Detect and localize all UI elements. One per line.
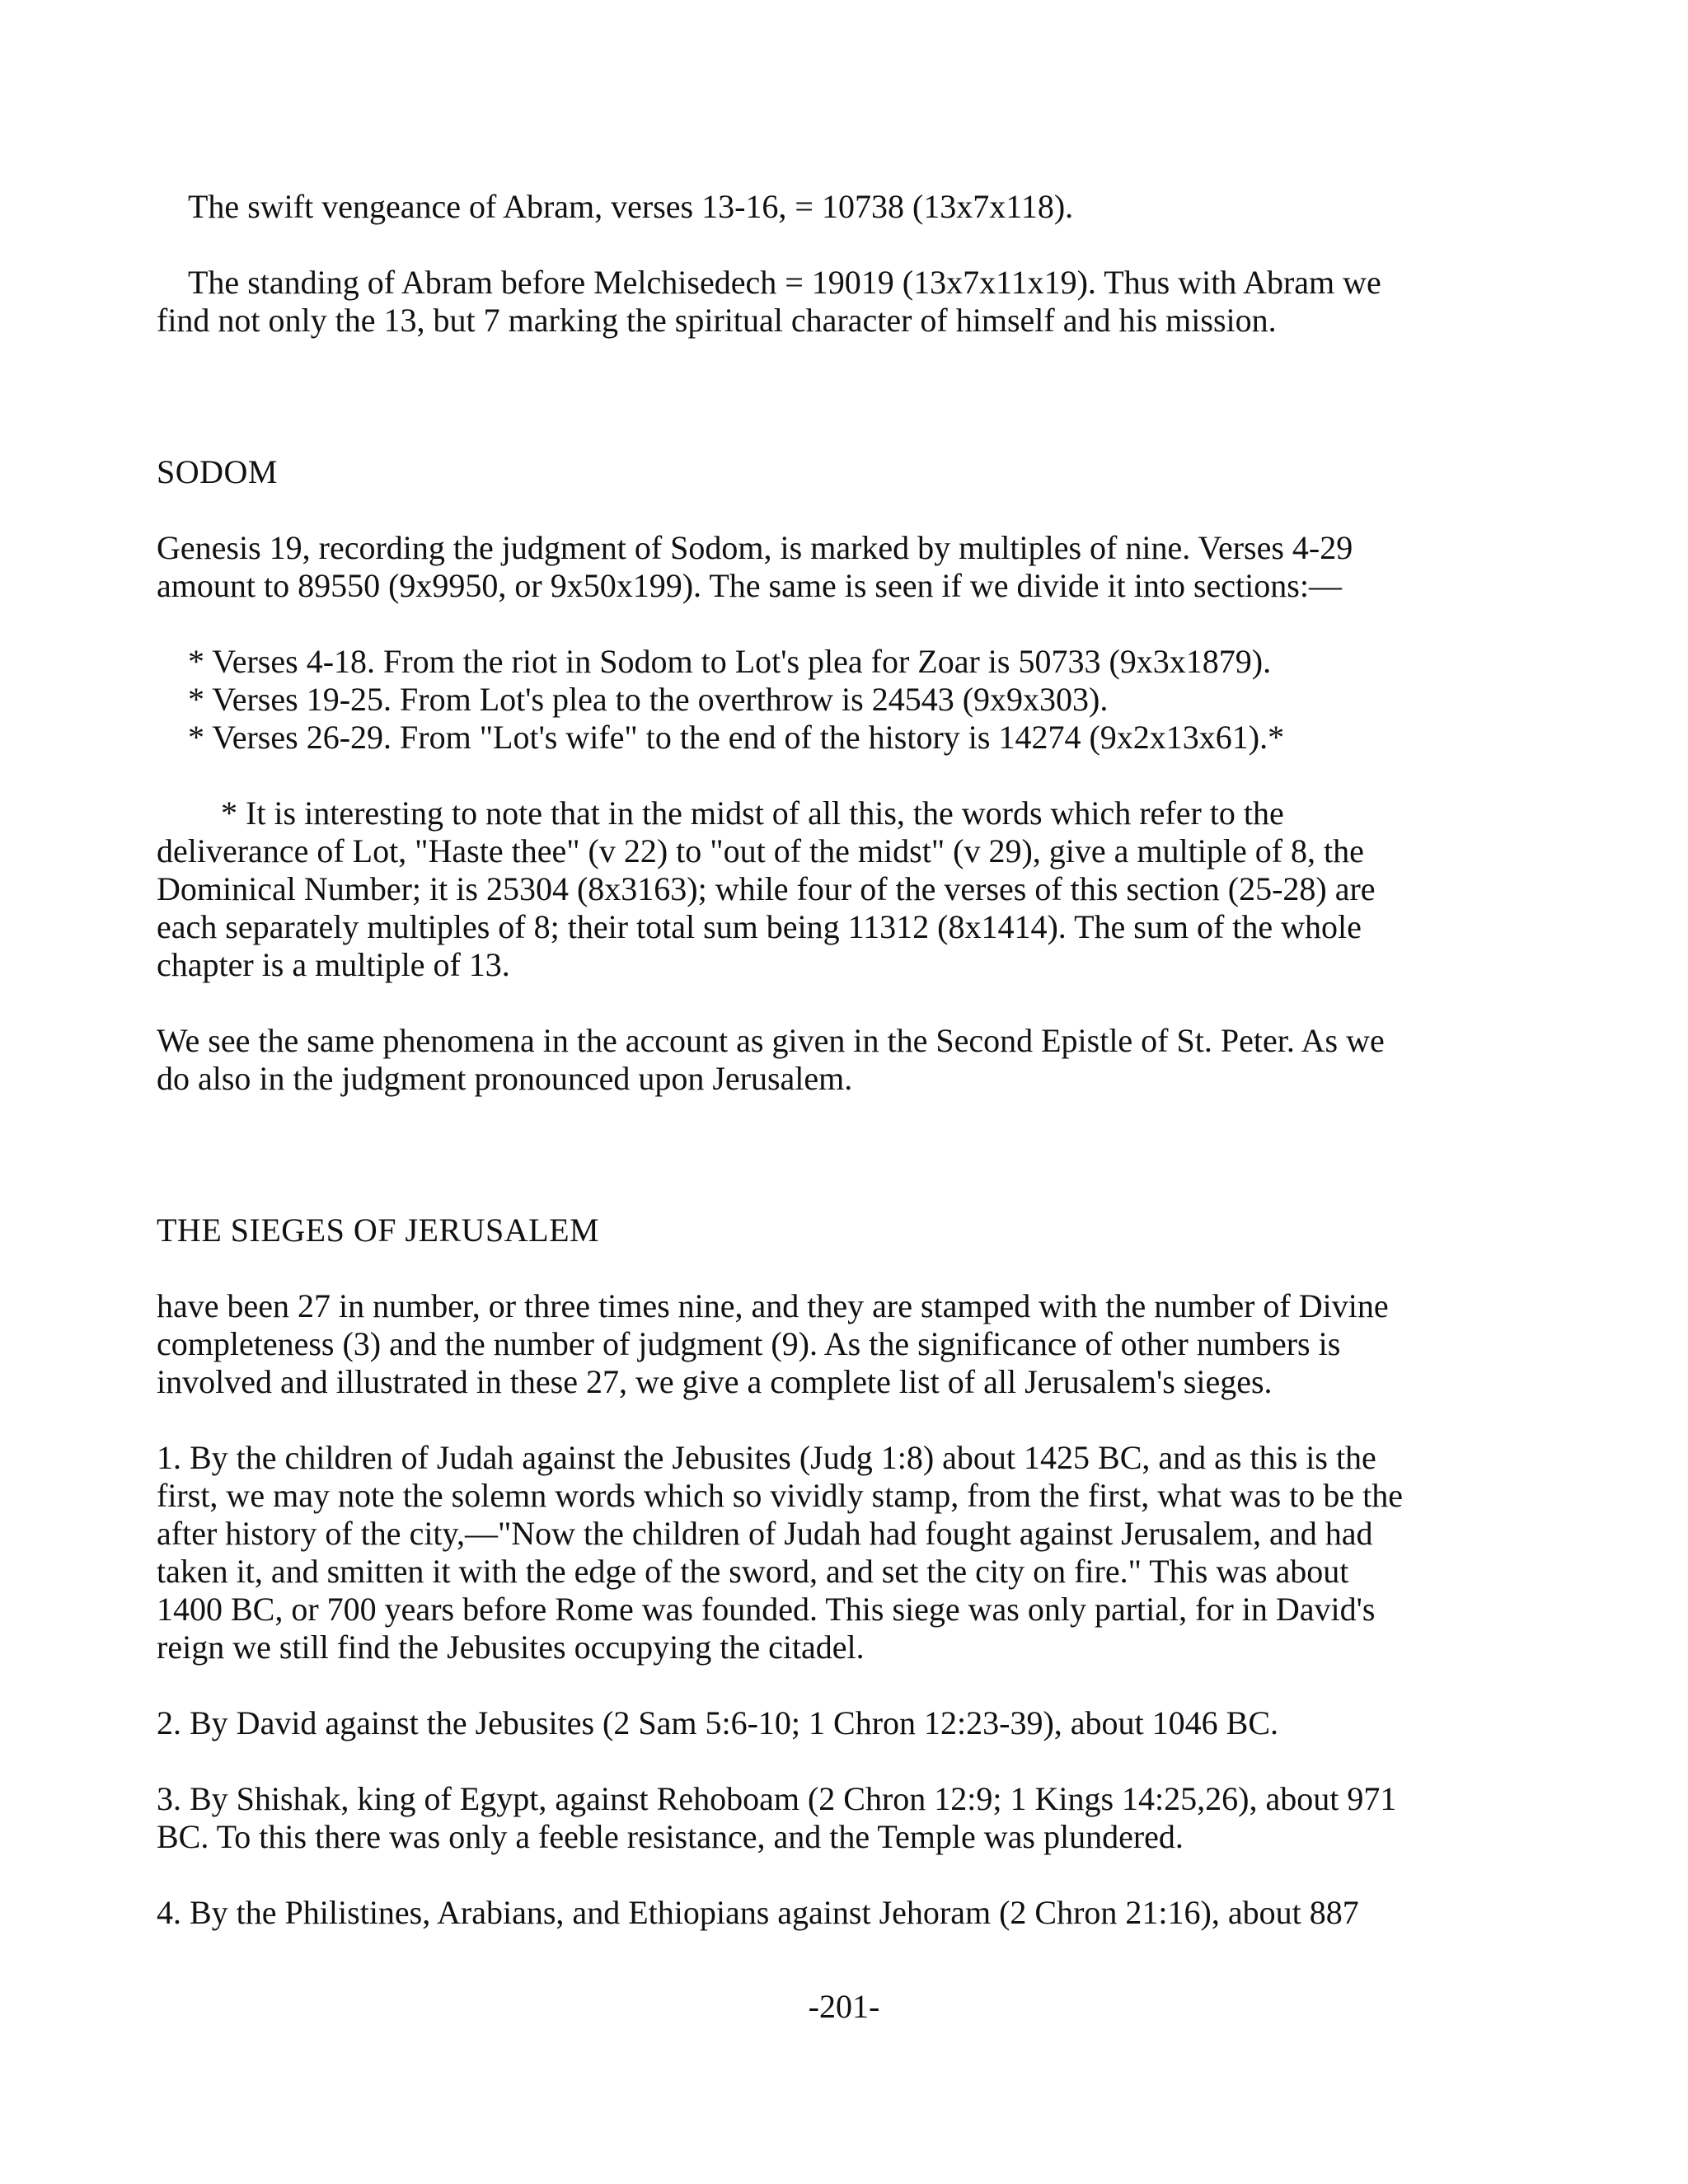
siege-item-1: [157, 1439, 1533, 1666]
paragraph-sodom-intro: [157, 529, 1533, 605]
text-line: each separately multiples of 8; their total sum being 11312 (8x1414). The sum of the whole: [157, 908, 1362, 945]
list-item: * Verses 4-18. From the riot in Sodom to Lot's plea for Zoar is 50733 (9x3x1879).: [188, 643, 1272, 680]
text-line: deliverance of Lot, "Haste thee" (v 22) to "out of the midst" (v 29), give a multiple of 8, the: [157, 832, 1364, 869]
text-line: do also in the judgment pronounced upon Jerusalem.: [157, 1060, 853, 1097]
text-line: Dominical Number; it is 25304 (8x3163); while four of the verses of this section (25-28) are: [157, 870, 1376, 907]
text-line: involved and illustrated in these 27, we give a complete list of all Jerusalem's sieges.: [157, 1363, 1273, 1400]
paragraph-abram-vengeance: The swift vengeance of Abram, verses 13-16, = 10738 (13x7x118).: [188, 188, 1074, 225]
text-line: chapter is a multiple of 13.: [157, 946, 510, 983]
page-number: -201-: [808, 1988, 880, 2025]
page-body: [157, 188, 1533, 1932]
text-line: * It is interesting to note that in the midst of all this, the words which refer to the: [221, 794, 1284, 832]
text-line: 1400 BC, or 700 years before Rome was founded. This siege was only partial, for in David's: [157, 1591, 1376, 1628]
text-line: The standing of Abram before Melchisedech = 19019 (13x7x11x19). Thus with Abram we: [188, 264, 1381, 301]
siege-item-4: 4. By the Philistines, Arabians, and Ethiopians against Jehoram (2 Chron 21:16), about 887: [157, 1894, 1359, 1931]
text-line: after history of the city,—"Now the children of Judah had fought against Jerusalem, and had: [157, 1515, 1373, 1552]
sodom-sections-list: [157, 643, 1533, 757]
paragraph-sodom-closing: [157, 1022, 1533, 1098]
list-item: * Verses 26-29. From "Lot's wife" to the end of the history is 14274 (9x2x13x61).*: [188, 719, 1285, 756]
paragraph-sodom-footnote: [157, 794, 1533, 984]
section-heading-sodom: SODOM: [157, 453, 278, 490]
text-line: find not only the 13, but 7 marking the spiritual character of himself and his mission.: [157, 302, 1277, 339]
text-line: BC. To this there was only a feeble resistance, and the Temple was plundered.: [157, 1818, 1184, 1855]
text-line: taken it, and smitten it with the edge of the sword, and set the city on fire." This was about: [157, 1553, 1349, 1590]
siege-item-2: 2. By David against the Jebusites (2 Sam 5:6-10; 1 Chron 12:23-39), about 1046 BC.: [157, 1704, 1278, 1741]
text-line: 1. By the children of Judah against the Jebusites (Judg 1:8) about 1425 BC, and as this is the: [157, 1439, 1376, 1476]
siege-item-3: [157, 1780, 1533, 1856]
text-line: first, we may note the solemn words which so vividly stamp, from the first, what was to be the: [157, 1477, 1403, 1514]
paragraph-sieges-intro: [157, 1287, 1533, 1401]
text-line: have been 27 in number, or three times nine, and they are stamped with the number of Divine: [157, 1287, 1389, 1324]
paragraph-abram-melchisedech: [157, 264, 1533, 340]
text-line: We see the same phenomena in the account as given in the Second Epistle of St. Peter. As we: [157, 1022, 1385, 1059]
text-line: 3. By Shishak, king of Egypt, against Rehoboam (2 Chron 12:9; 1 Kings 14:25,26), about 971: [157, 1780, 1397, 1817]
text-line: Genesis 19, recording the judgment of Sodom, is marked by multiples of nine. Verses 4-29: [157, 529, 1353, 566]
section-heading-sieges: THE SIEGES OF JERUSALEM: [157, 1212, 600, 1249]
text-line: completeness (3) and the number of judgment (9). As the significance of other numbers is: [157, 1325, 1341, 1362]
list-item: * Verses 19-25. From Lot's plea to the overthrow is 24543 (9x9x303).: [188, 681, 1109, 718]
text-line: amount to 89550 (9x9950, or 9x50x199). The same is seen if we divide it into sections:—: [157, 567, 1342, 604]
text-line: reign we still find the Jebusites occupying the citadel.: [157, 1629, 865, 1666]
